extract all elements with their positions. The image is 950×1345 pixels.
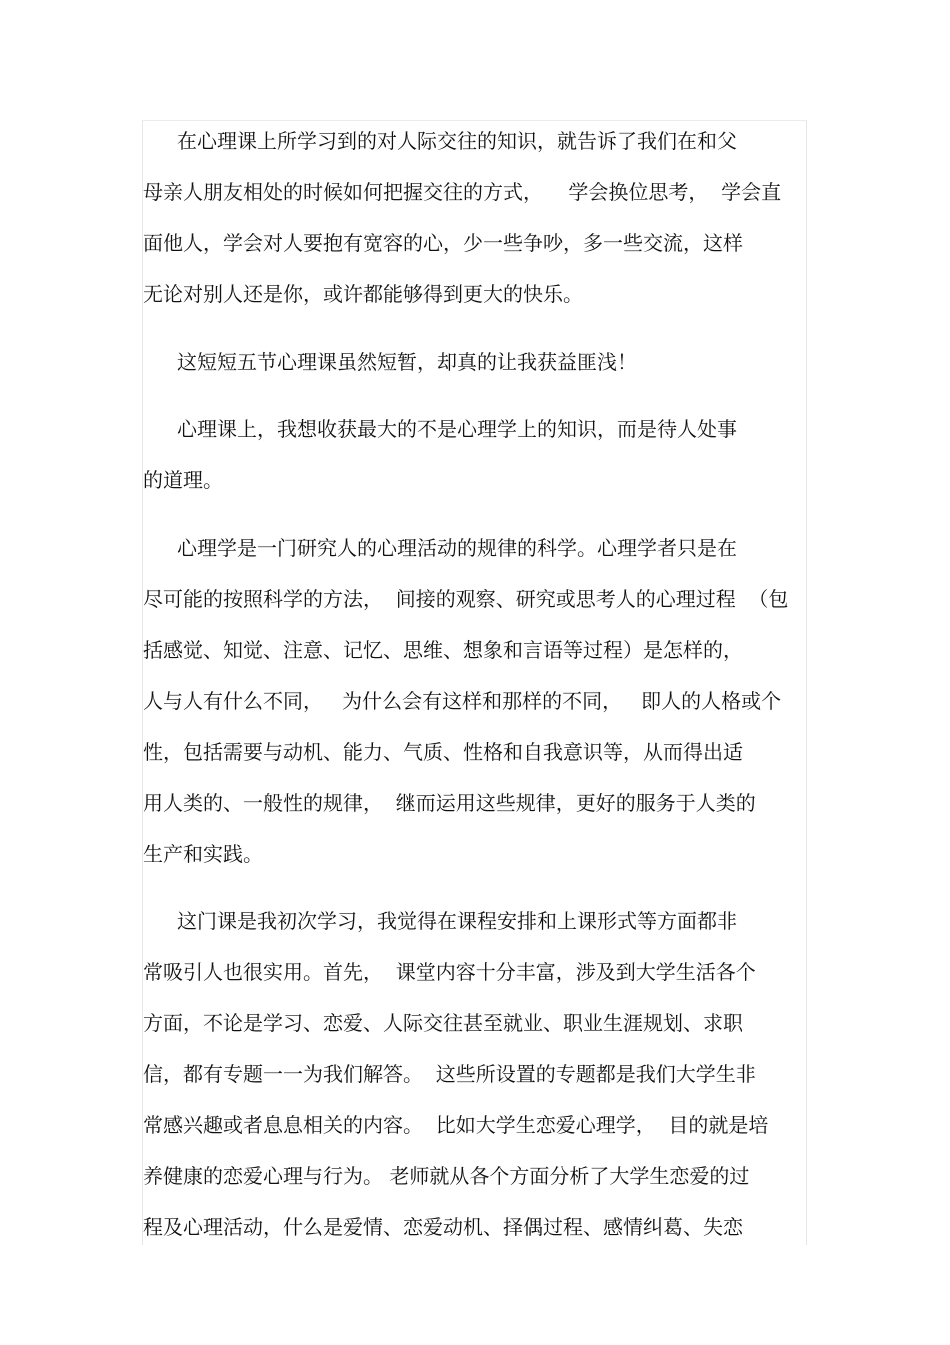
text-line: 面他人，学会对人要抱有宽容的心，少一些争吵，多一些交流，这样 [143, 231, 743, 255]
text-line: 括感觉、知觉、注意、记忆、思维、想象和言语等过程）是怎样的， [143, 637, 743, 662]
text-line: 常吸引人也很实用。首先， 课堂内容十分丰富，涉及到大学生活各个 [143, 960, 756, 984]
paragraph-5 [143, 896, 807, 1253]
text-line: 心理学是一门研究人的心理活动的规律的科学。心理学者只是在 [177, 535, 737, 560]
text-line: 无论对别人还是你，或许都能够得到更大的快乐。 [143, 282, 583, 306]
text-line: 方面，不论是学习、恋爱、人际交往甚至就业、职业生涯规划、求职 [143, 1011, 743, 1035]
text-line: 心理课上，我想收获最大的不是心理学上的知识，而是待人处事 [177, 417, 737, 441]
text-line: 性，包括需要与动机、能力、气质、性格和自我意识等，从而得出适 [143, 739, 743, 764]
text-line: 常感兴趣或者息息相关的内容。 比如大学生恋爱心理学， 目的就是培 [143, 1113, 769, 1137]
text-line: 程及心理活动，什么是爱情、恋爱动机、择偶过程、感情纠葛、失恋 [143, 1215, 743, 1239]
text-line: 在心理课上所学习到的对人际交往的知识，就告诉了我们在和父 [177, 129, 737, 153]
text-line: 尽可能的按照科学的方法， 间接的观察、研究或思考人的心理过程 （包 [143, 586, 789, 611]
paragraph-2 [143, 337, 807, 388]
text-line: 用人类的、一般性的规律， 继而运用这些规律，更好的服务于人类的 [143, 790, 756, 815]
document-body [143, 116, 807, 1270]
text-line: 养健康的恋爱心理与行为。 老师就从各个方面分析了大学生恋爱的过 [143, 1164, 750, 1188]
text-line: 人与人有什么不同， 为什么会有这样和那样的不同， 即人的人格或个 [143, 688, 782, 713]
paragraph-3 [143, 404, 807, 506]
text-line: 这短短五节心理课虽然短暂，却真的让我获益匪浅！ [177, 349, 637, 374]
text-line: 生产和实践。 [143, 841, 263, 866]
text-line: 的道理。 [143, 468, 223, 492]
text-line: 信，都有专题一一为我们解答。 这些所设置的专题都是我们大学生非 [143, 1062, 756, 1086]
text-line: 母亲人朋友相处的时候如何把握交往的方式， 学会换位思考， 学会直 [143, 180, 782, 204]
text-line: 这门课是我初次学习，我觉得在课程安排和上课形式等方面都非 [177, 909, 737, 933]
paragraph-1 [143, 116, 807, 320]
paragraph-4 [143, 523, 807, 880]
